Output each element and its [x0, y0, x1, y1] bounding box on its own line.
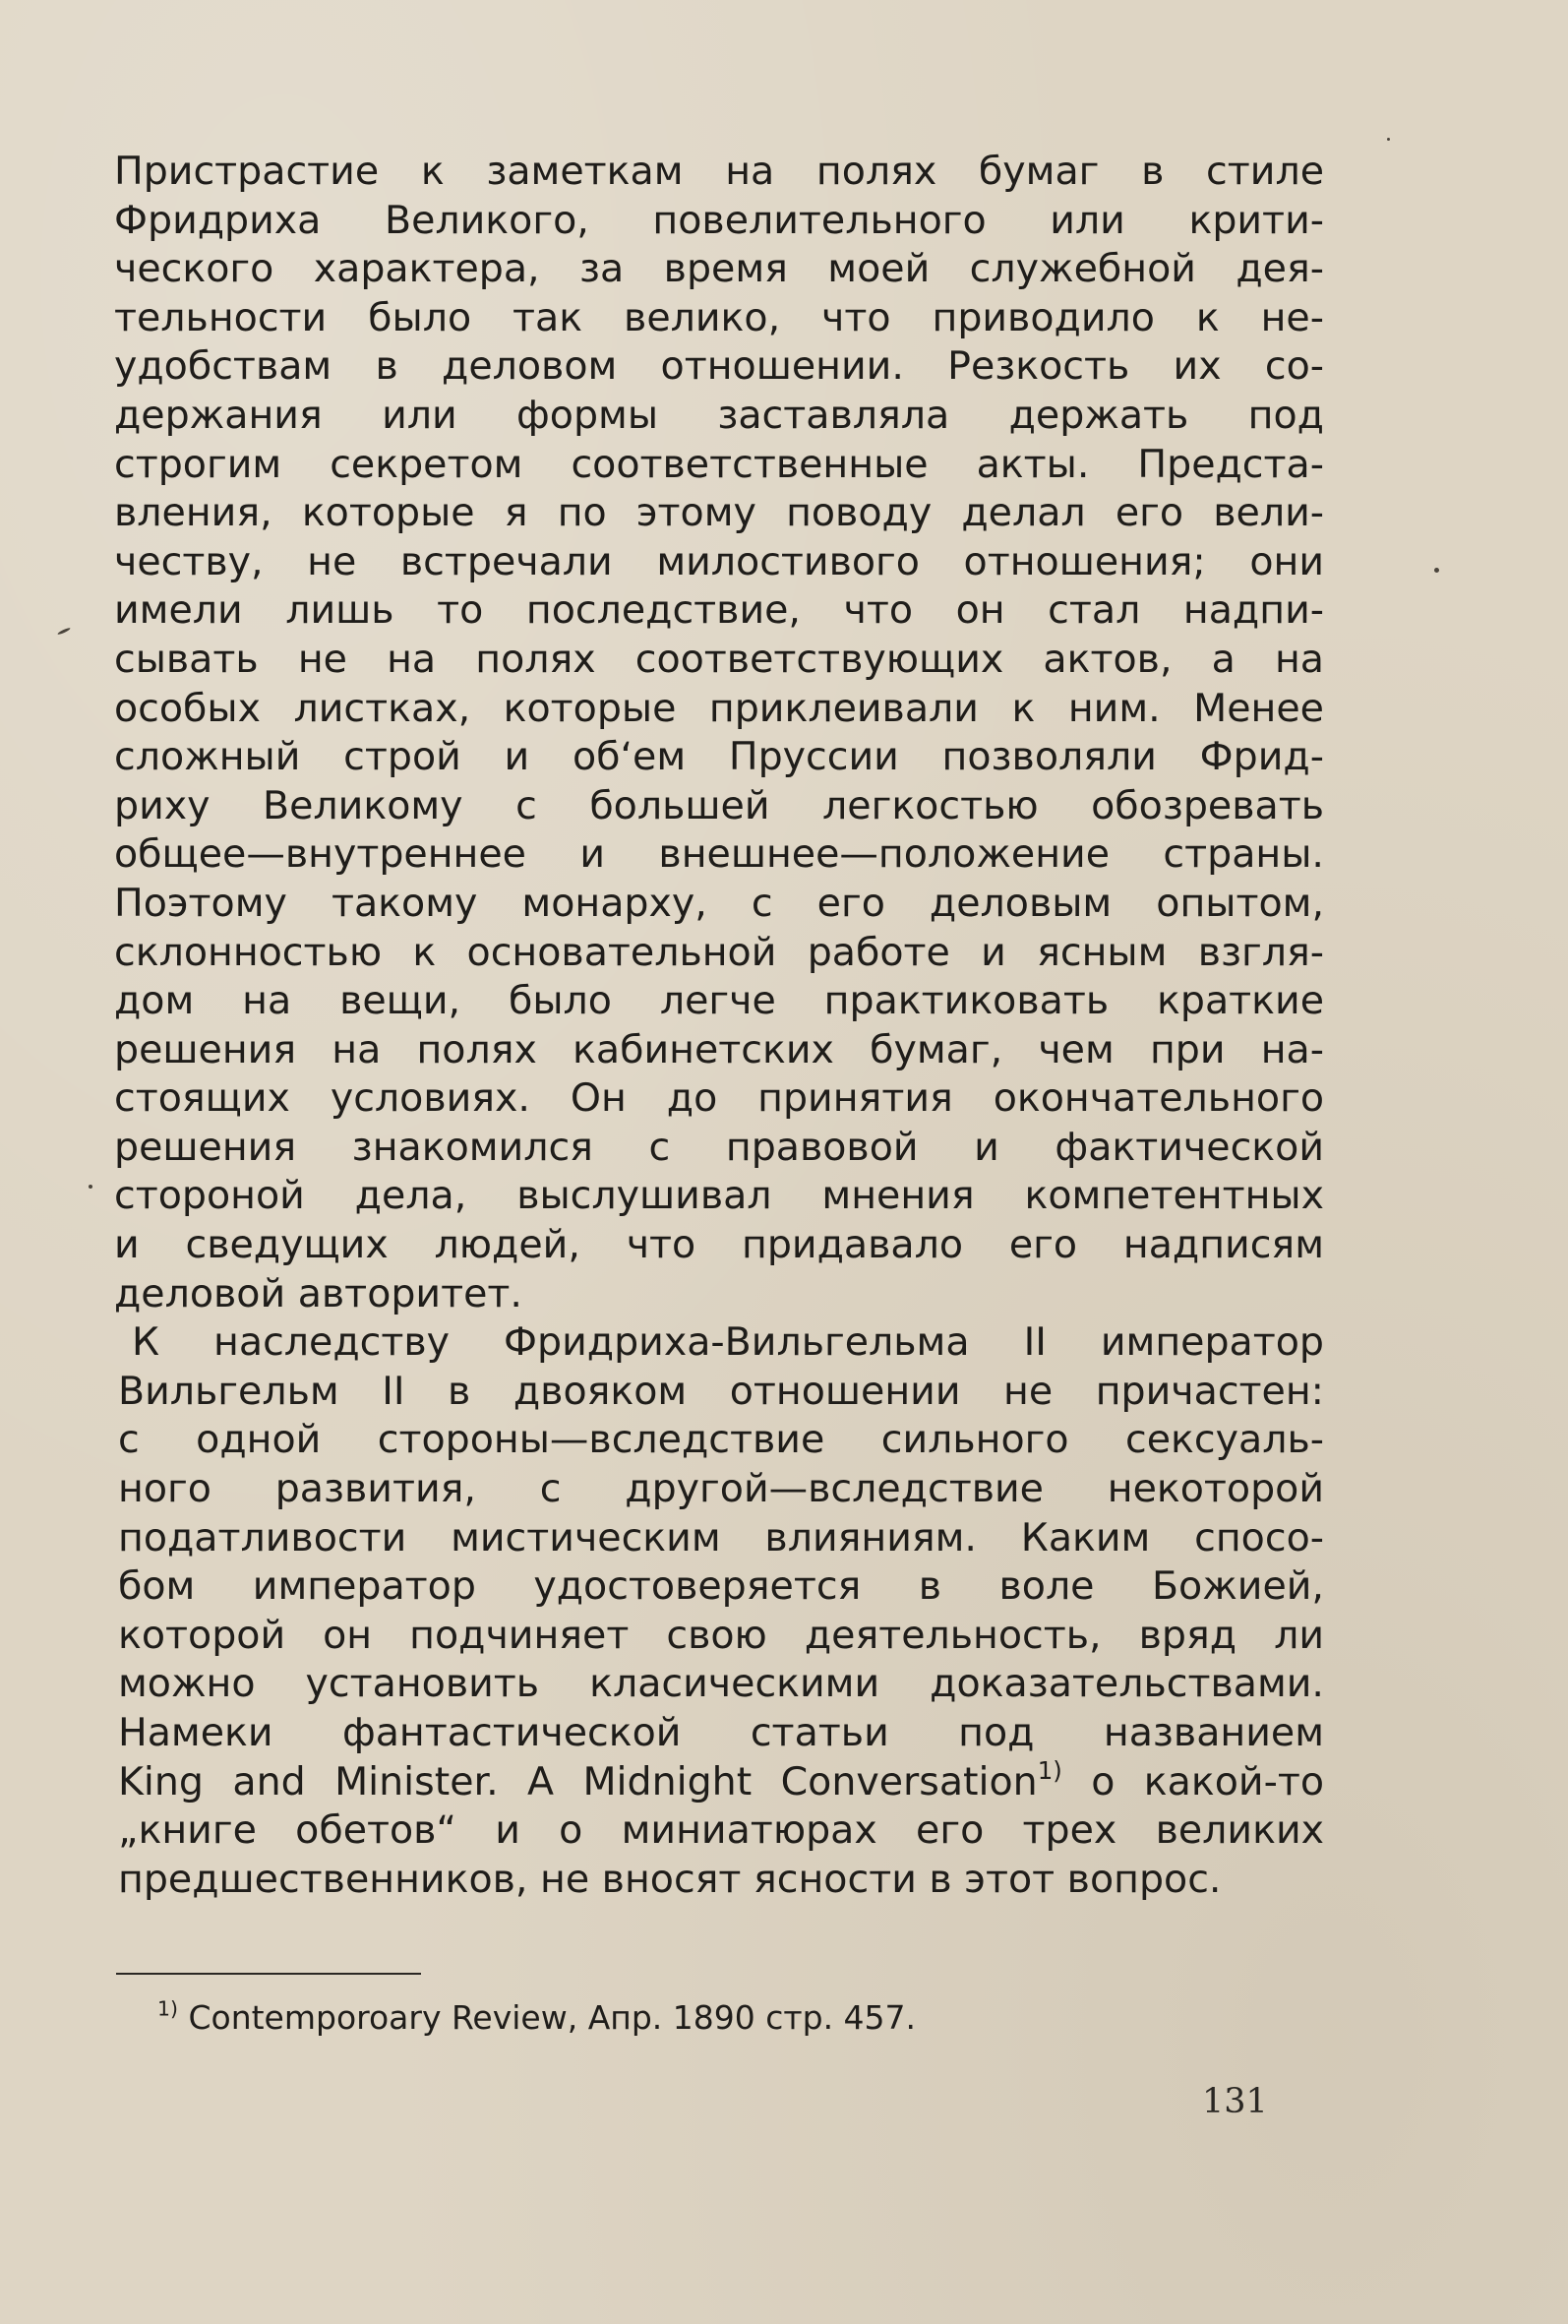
text-line: и сведущих людей, что придавало его надписям [114, 1222, 1324, 1268]
text-line-with-footnote-ref [114, 1755, 1324, 1807]
text-line: решения знакомился с правовой и фактической [114, 1124, 1324, 1170]
text-line: Вильгельм II в двояком отношении не причастен: [118, 1368, 1324, 1414]
text-line: общее—внутреннее и внешнее—положение страны. [114, 831, 1324, 878]
paper-speck [57, 627, 71, 636]
text-line: решения на полях кабинетских бумаг, чем при на- [114, 1026, 1324, 1072]
text-line: „книге обетов“ и о миниатюрах его трех великих [118, 1807, 1324, 1854]
text-line: К наследству Фридриха-Вильгельма II император [132, 1319, 1324, 1366]
text-line: честву, не встречали милостивого отношения; они [114, 538, 1324, 584]
text-line: можно установить класическими доказательствами. [118, 1661, 1324, 1707]
paper-speck [1387, 138, 1390, 141]
text-line: сывать не на полях соответствующих актов, а на [114, 636, 1324, 682]
text-line: бом император удостоверяется в воле Божией, [118, 1563, 1324, 1610]
paper-speck [1434, 568, 1439, 573]
text-line: Поэтому такому монарху, с его деловым опытом, [114, 880, 1324, 926]
text-line: держания или формы заставляла держать под [114, 392, 1324, 438]
paragraph-2 [114, 1318, 1324, 1904]
text-line: которой он подчиняет свою деятельность, вряд ли [118, 1612, 1324, 1658]
text-line: дом на вещи, было легче практиковать краткие [114, 978, 1324, 1024]
text-line: с одной стороны—вследствие сильного сексуаль- [118, 1417, 1324, 1463]
text-line: особых листках, которые приклеивали к ним. Менее [114, 685, 1324, 731]
text-line: строгим секретом соответственные акты. Предста- [114, 441, 1324, 487]
page-number: 131 [1202, 2082, 1268, 2121]
text-line: стоящих условиях. Он до принятия окончательного [114, 1075, 1324, 1122]
text-line: ческого характера, за время моей служебной дея- [114, 246, 1324, 292]
text-line: сложный строй и об‘ем Пруссии позволяли Фрид- [114, 734, 1324, 780]
paper-speck [89, 1185, 92, 1189]
inline-title: King and Minister. A Midnight Conversation [118, 1758, 1038, 1804]
main-text [114, 148, 1324, 1904]
footnote-text: Contemporoary Review, Апр. 1890 стр. 457. [177, 1998, 917, 2037]
text-line: деловой авторитет. [114, 1270, 522, 1316]
text-line: стороной дела, выслушивал мнения компетентных [114, 1173, 1324, 1219]
footnote-mark: 1) [157, 1996, 178, 2021]
footnote-divider [116, 1973, 421, 1975]
paragraph-1 [114, 148, 1324, 1318]
text-line: ного развития, с другой—вследствие некоторой [118, 1466, 1324, 1512]
text-line: удобствам в деловом отношении. Резкость их со- [114, 343, 1324, 390]
text-line: риху Великому с большей легкостью обозревать [114, 782, 1324, 828]
footnote-ref[interactable]: 1) [1037, 1755, 1062, 1785]
text-line: имели лишь то последствие, что он стал надпи- [114, 587, 1324, 634]
line-tail: о какой-то [1061, 1758, 1324, 1804]
footnote [157, 1997, 916, 2039]
text-line: склонностью к основательной работе и ясным взгля- [114, 929, 1324, 975]
text-line: Пристрастие к заметкам на полях бумаг в стиле [114, 149, 1324, 194]
text-line: Намеки фантастической статьи под названием [118, 1710, 1324, 1755]
text-line: предшественников, не вносят ясности в этот вопрос. [118, 1856, 1222, 1902]
text-line: тельности было так велико, что приводило к не- [114, 294, 1324, 340]
text-line: Фридриха Великого, повелительного или крити- [114, 197, 1324, 243]
text-line: вления, которые я по этому поводу делал его вели- [114, 490, 1324, 536]
text-line: податливости мистическим влияниям. Каким спосо- [118, 1514, 1324, 1560]
